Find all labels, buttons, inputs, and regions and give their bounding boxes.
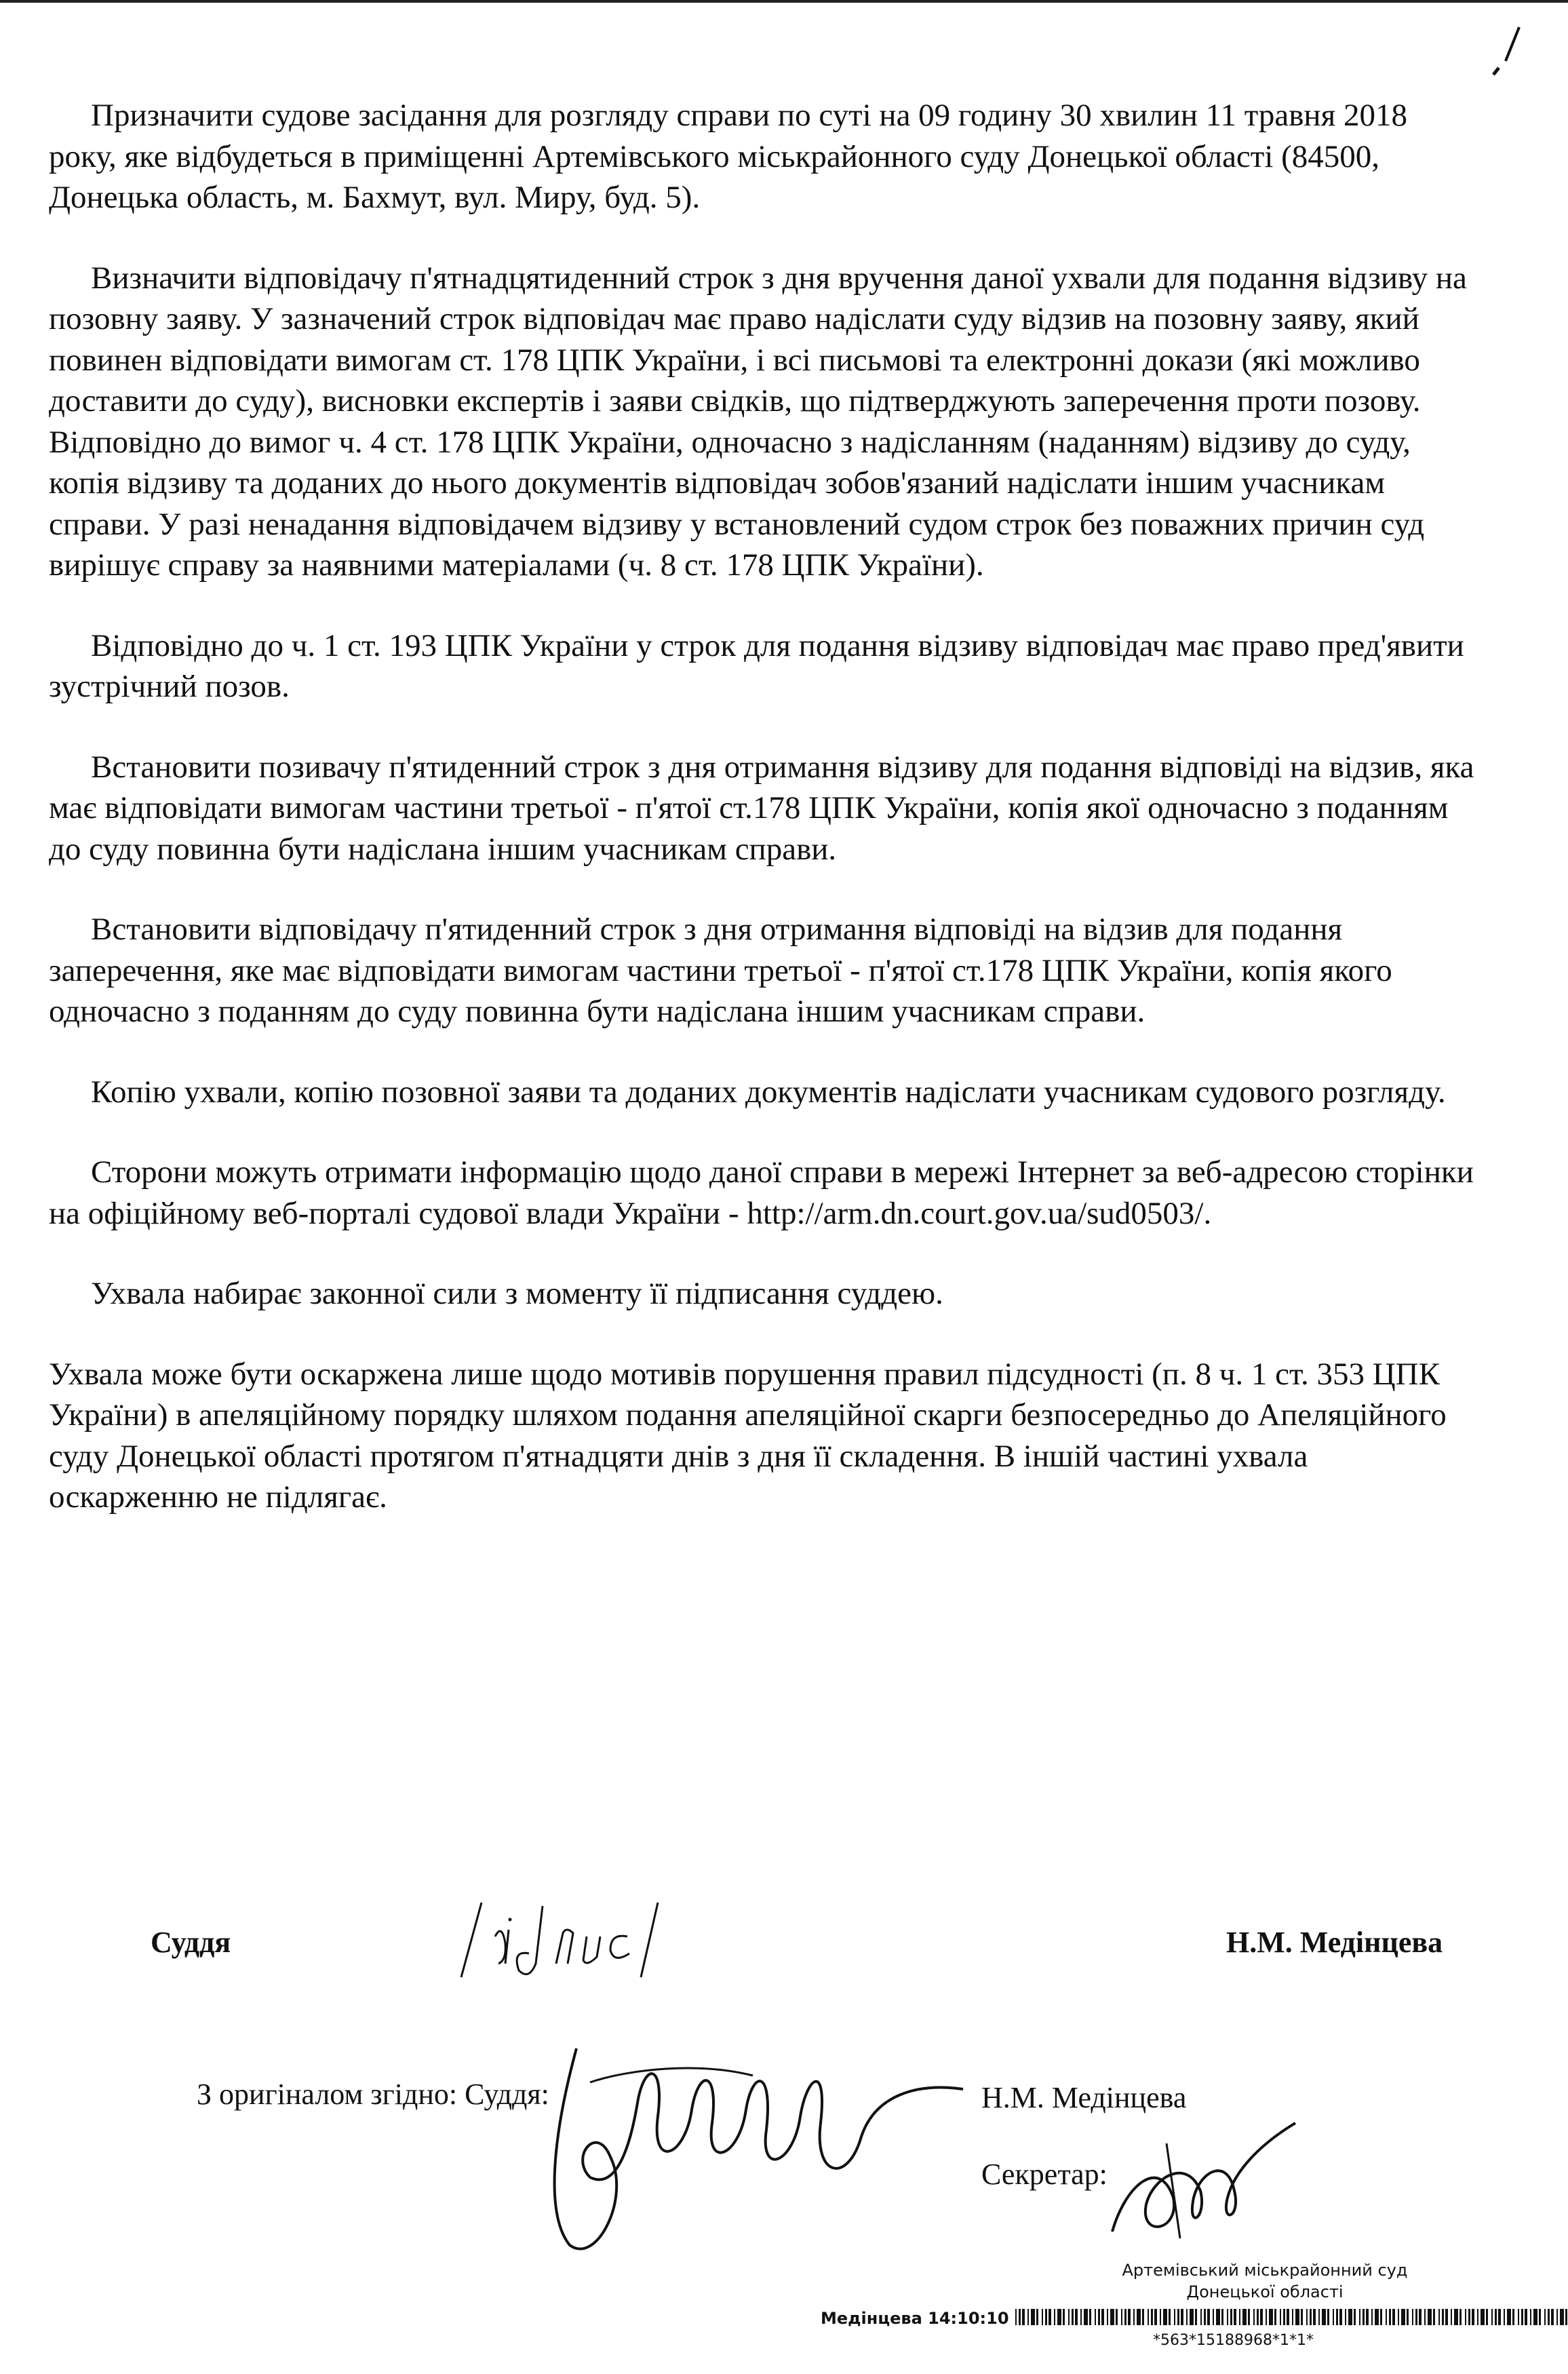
corner-pen-mark: [1478, 20, 1533, 81]
court-name-line2: Донецької області: [1186, 2282, 1344, 2301]
paragraph-appeal: Ухвала може бути оскаржена лише щодо мотивів порушення правил підсудності (п. 8 ч. 1 ст. 353 ЦПК України) в апеляційному порядку шляхом подання апеляційної скарги безпосередньо до Апеляційного суду Донецької області протягом п'ятнадцяти днів з дня її складення. В іншій частині ухвала оскарженню не підлягає.: [49, 1356, 1447, 1515]
paragraph-plaintiff-reply: Встановити позивачу п'ятиденний строк з дня отримання відзиву для подання відповіді на відзив, яка має відповідати вимогам частини третьої - п'ятої ст.178 ЦПК України, копія якої одночасно з поданням до суду повинна бути надіслана іншим учасникам справи.: [49, 749, 1474, 867]
judge-signature: [529, 2021, 977, 2265]
print-info: Медінцева 14:10:10: [821, 2309, 1009, 2328]
ruling-body: [49, 95, 1480, 1557]
secretary-signature: [1099, 2116, 1302, 2252]
paragraph-defendant-objection: Встановити відповідачу п'ятиденний строк з дня отримання відповіді на відзив для подання заперечення, яке має відповідати вимогам частини третьої - п'ятої ст.178 ЦПК України, копія якого одночасно з поданням до суду повинна бути надіслана іншим учасникам справи.: [49, 912, 1392, 1029]
certified-copy-judge-name: Н.М. Медінцева: [981, 2081, 1187, 2114]
scan-edge: [0, 0, 1568, 3]
court-name-line1: Артемівський міськрайонний суд: [1122, 2261, 1408, 2280]
barcode: [1015, 2309, 1568, 2325]
barcode-number: *563*15188968*1*1*: [1153, 2332, 1314, 2349]
paragraph-hearing-date: Призначити судове засідання для розгляду справи по суті на 09 годину 30 хвилин 11 травня 2018 року, яке відбудеться в приміщенні Артемівського міськрайонного суду Донецької області (84500, Донецька область, м. Бахмут, вул. Миру, буд. 5).: [49, 98, 1407, 215]
secretary-label: Секретар:: [981, 2158, 1108, 2191]
handwritten-signature-note: [441, 1889, 739, 1991]
certified-copy-label: З оригіналом згідно: Суддя:: [197, 2078, 549, 2111]
judge-label: Суддя: [151, 1926, 231, 1959]
paragraph-response-deadline: Визначити відповідачу п'ятнадцятиденний строк з дня вручення даної ухвали для подання відзиву на позовну заяву. У зазначений строк відповідач має право надіслати суду відзив на позовну заяву, який повинен відповідати вимогам ст. 178 ЦПК України, і всі письмові та електронні докази (які можливо доставити до суду), висновки експертів і заяви свідків, що підтверджують заперечення проти позову. Відповідно до вимог ч. 4 ст. 178 ЦПК України, одночасно з надісланням (наданням) відзиву до суду, копія відзиву та доданих до нього документів відповідач зобов'язаний надіслати іншим учасникам справи. У разі ненадання відповідачем відзиву у встановлений судом строк без поважних причин суд вирішує справу за наявними матеріалами (ч. 8 ст. 178 ЦПК України).: [49, 260, 1467, 583]
judge-name: Н.М. Медінцева: [1226, 1926, 1443, 1959]
print-stamp: [821, 2309, 1499, 2327]
paragraph-send-copies: Копію ухвали, копію позовної заяви та доданих документів надіслати учасникам судового розгляду.: [91, 1074, 1446, 1110]
paragraph-counterclaim: Відповідно до ч. 1 ст. 193 ЦПК України у строк для подання відзиву відповідач має право пред'явити зустрічний позов.: [49, 627, 1464, 704]
paragraph-effective: Ухвала набирає законної сили з моменту її підписання суддею.: [91, 1276, 943, 1311]
paragraph-online-info: Сторони можуть отримати інформацію щодо даної справи в мережі Інтернет за веб-адресою сторінки на офіційному веб-порталі судової влади України - http://arm.dn.court.gov.ua/sud0503/.: [49, 1154, 1474, 1231]
